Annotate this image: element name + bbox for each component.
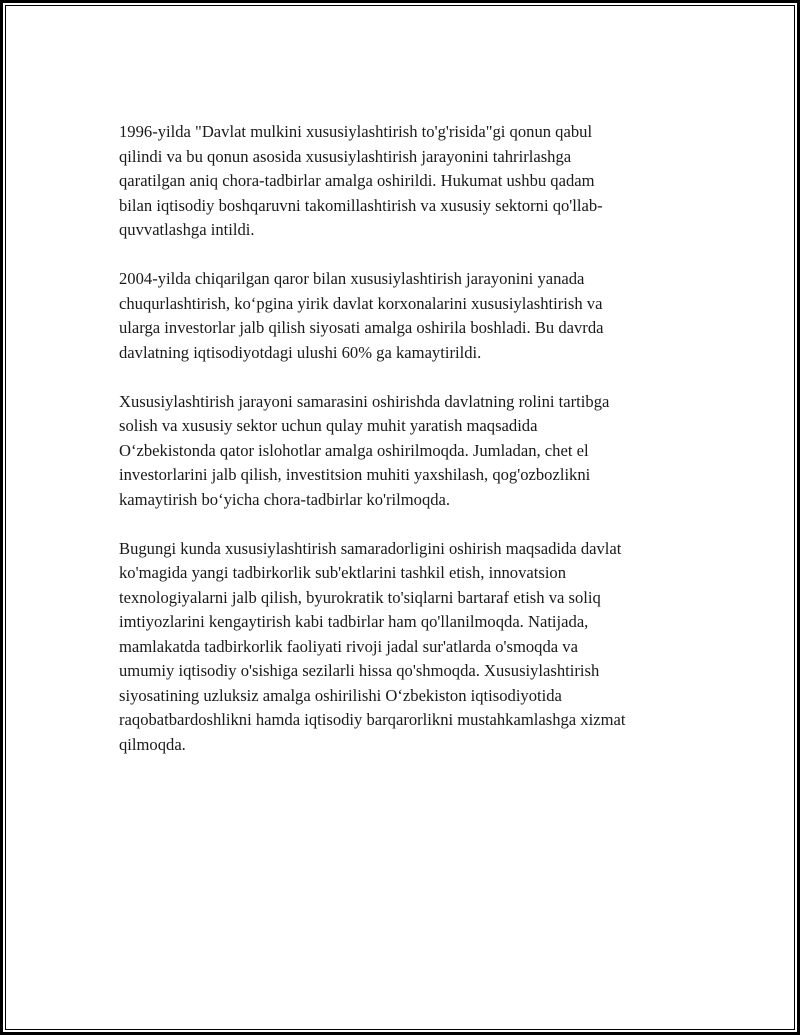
paragraph-2004-decree	[119, 267, 699, 365]
text-line: Bugungi kunda xususiylashtirish samaradorligini oshirish maqsadida davlat	[119, 538, 622, 558]
text-line: O‘zbekistonda qator islohotlar amalga oshirilmoqda. Jumladan, chet el	[119, 440, 589, 460]
text-line: texnologiyalarni jalb qilish, byurokratik to'siqlarni bartaraf etish va soliq	[119, 587, 601, 607]
text-line: raqobatbardoshlikni hamda iqtisodiy barqarorlikni mustahkamlashga xizmat	[119, 710, 626, 729]
document-body	[119, 120, 699, 782]
text-line: ularga investorlar jalb qilish siyosati amalga oshirila boshladi. Bu davrda	[119, 318, 604, 337]
text-line: davlatning iqtisodiyotdagi ulushi 60% ga kamaytirildi.	[119, 342, 482, 362]
text-line: quvvatlashga intildi.	[119, 220, 255, 239]
text-line: qilindi va bu qonun asosida xususiylashtirish jarayonini tahrirlashga	[119, 146, 572, 166]
text-line: mamlakatda tadbirkorlik faoliyati rivoji jadal sur'atlarda o'smoqda va	[119, 636, 578, 656]
text-line: 1996-yilda "Davlat mulkini xususiylashtirish to'g'risida"gi qonun qabul	[119, 122, 593, 141]
paragraph-1996-law	[119, 120, 699, 243]
text-line: bilan iqtisodiy boshqaruvni takomillashtirish va xususiy sektorni qo'llab-	[119, 195, 603, 215]
text-line: chuqurlashtirish, ko‘pgina yirik davlat korxonalarini xususiylashtirish va	[119, 293, 603, 313]
text-line: ko'magida yangi tadbirkorlik sub'ektlarini tashkil etish, innovatsion	[119, 563, 567, 582]
paragraph-reforms	[119, 390, 699, 513]
text-line: investorlarini jalb qilish, investitsion muhiti yaxshilash, qog'ozbozlikni	[119, 465, 591, 484]
text-line: solish va xususiy sektor uchun qulay muhit yaratish maqsadida	[119, 416, 538, 435]
text-line: imtiyozlarini kengaytirish kabi tadbirlar ham qo'llanilmoqda. Natijada,	[119, 612, 589, 631]
text-line: kamaytirish bo‘yicha chora-tadbirlar ko'rilmoqda.	[119, 489, 451, 509]
text-line: qilmoqda.	[119, 734, 186, 754]
text-line: Xususiylashtirish jarayoni samarasini oshirishda davlatning rolini tartibga	[119, 391, 610, 411]
text-line: 2004-yilda chiqarilgan qaror bilan xususiylashtirish jarayonini yanada	[119, 269, 585, 288]
text-line: qaratilgan aniq chora-tadbirlar amalga oshirildi. Hukumat ushbu qadam	[119, 171, 595, 190]
text-line: umumiy iqtisodiy o'sishiga sezilarli hissa qo'shmoqda. Xususiylashtirish	[119, 661, 600, 680]
paragraph-current-measures	[119, 537, 699, 758]
text-line: siyosatining uzluksiz amalga oshirilishi O‘zbekiston iqtisodiyotida	[119, 685, 562, 705]
